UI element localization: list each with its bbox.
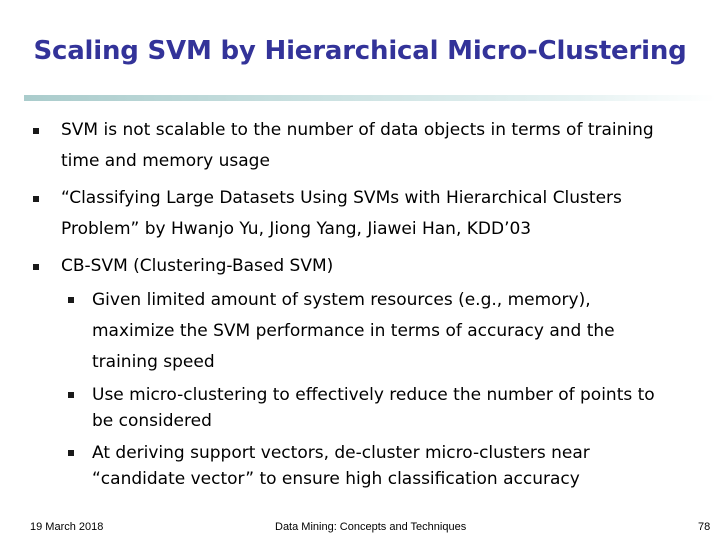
subbullet-marker xyxy=(68,297,74,303)
subbullet-2-line-2: be considered xyxy=(92,411,212,431)
subbullet-2-line-1: Use micro-clustering to effectively reduce the number of points to xyxy=(92,385,655,405)
bullet-marker xyxy=(33,128,39,134)
bullet-marker xyxy=(33,264,39,270)
bullet-1-line-2: time and memory usage xyxy=(61,151,270,171)
subbullet-3-line-2: “candidate vector” to ensure high classification accuracy xyxy=(92,469,580,489)
footer-date: 19 March 2018 xyxy=(30,521,104,533)
bullet-3-line-1: CB-SVM (Clustering-Based SVM) xyxy=(61,256,334,276)
subbullet-1-line-1: Given limited amount of system resources (e.g., memory), xyxy=(92,290,591,310)
subbullet-1-line-2: maximize the SVM performance in terms of accuracy and the xyxy=(92,321,615,341)
subbullet-1-line-3: training speed xyxy=(92,352,215,372)
bullet-2-line-1: “Classifying Large Datasets Using SVMs with Hierarchical Clusters xyxy=(61,188,622,208)
subbullet-3-line-1: At deriving support vectors, de-cluster micro-clusters near xyxy=(92,443,590,463)
subbullet-marker xyxy=(68,392,74,398)
bullet-marker xyxy=(33,196,39,202)
footer-course: Data Mining: Concepts and Techniques xyxy=(275,521,467,533)
bullet-1-line-1: SVM is not scalable to the number of data objects in terms of training xyxy=(61,120,654,140)
bullet-2-line-2: Problem” by Hwanjo Yu, Jiong Yang, Jiawei Han, KDD’03 xyxy=(61,219,532,239)
subbullet-marker xyxy=(68,450,74,456)
title-divider xyxy=(24,95,716,101)
footer-page-number: 78 xyxy=(698,521,711,533)
slide-title: Scaling SVM by Hierarchical Micro-Clustering xyxy=(33,36,687,66)
